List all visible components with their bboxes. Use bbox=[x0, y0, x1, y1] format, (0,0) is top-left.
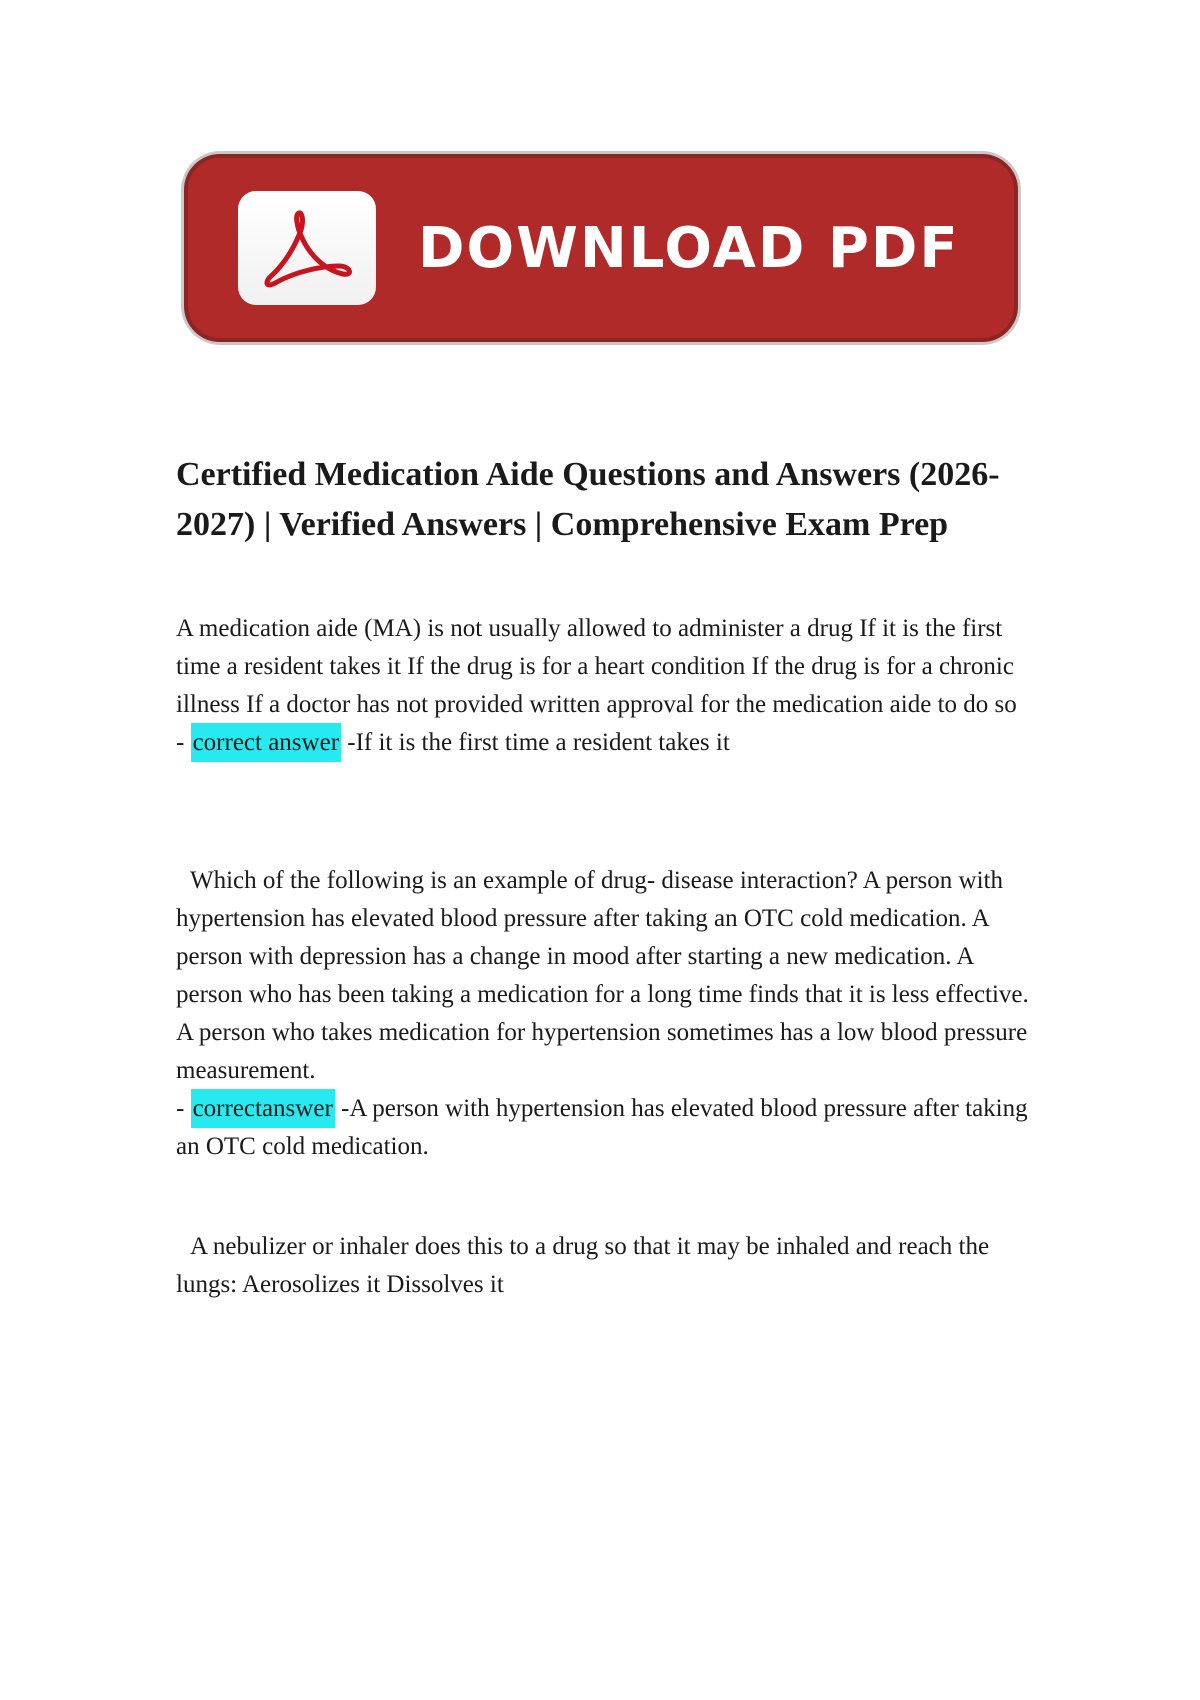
qa-item bbox=[176, 862, 1036, 1166]
qa-item bbox=[176, 1228, 1036, 1304]
answer-line bbox=[176, 1090, 1036, 1166]
correct-answer-tag: correctanswer bbox=[191, 1089, 335, 1128]
document-title: Certified Medication Aide Questions and Answers (2026-2027) | Verified Answers | Comprehensive Exam Prep bbox=[176, 456, 1000, 543]
question-text: Which of the following is an example of drug- disease interaction? A person with hypertension has elevated blood pressure after taking an OTC cold medication. A person with depression has a change in mood after starting a new medication. A person who has been taking a medication for a long time finds that it is less effective. A person who takes medication for hypertension sometimes has a low blood pressure measurement. bbox=[176, 867, 1029, 1084]
qa-item bbox=[176, 610, 1036, 762]
question-text: A nebulizer or inhaler does this to a drug so that it may be inhaled and reach the lungs: Aerosolizes it Dissolves it bbox=[176, 1233, 990, 1298]
download-pdf-button[interactable] bbox=[184, 154, 1018, 342]
answer-prefix: - bbox=[176, 1095, 191, 1122]
question-text: A medication aide (MA) is not usually allowed to administer a drug If it is the first time a resident takes it If the drug is for a heart condition If the drug is for a chronic illness If a doctor has not provided written approval for the medication aide to do so bbox=[176, 615, 1017, 718]
answer-line bbox=[176, 724, 1036, 762]
correct-answer-tag: correct answer bbox=[191, 723, 341, 762]
adobe-pdf-icon bbox=[238, 191, 376, 305]
download-pdf-label: DOWNLOAD PDF bbox=[418, 215, 960, 281]
answer-text: -If it is the first time a resident takes it bbox=[341, 729, 730, 756]
answer-text: -A person with hypertension has elevated blood pressure after taking an OTC cold medication. bbox=[176, 1095, 1028, 1160]
answer-prefix: - bbox=[176, 729, 191, 756]
